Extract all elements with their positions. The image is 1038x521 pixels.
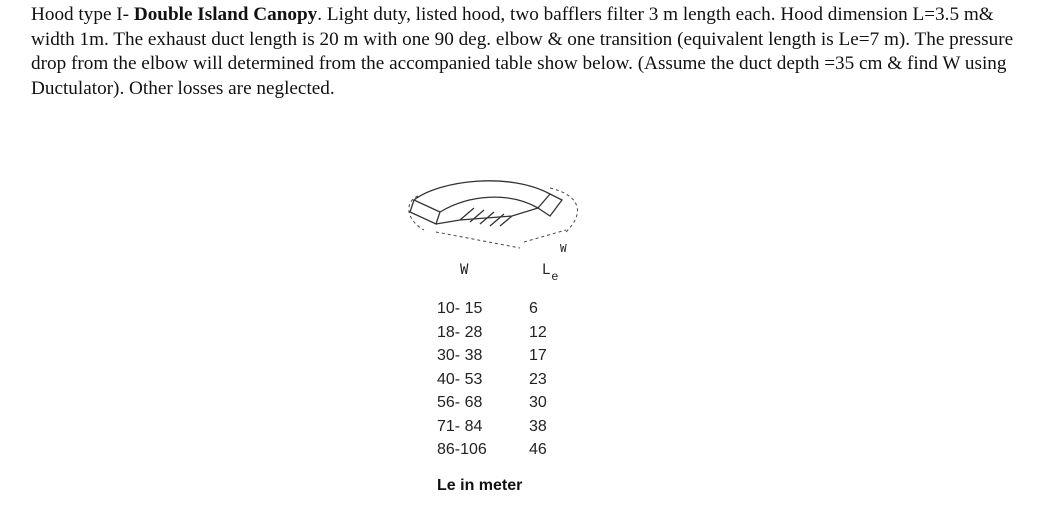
elbow-box [436, 208, 538, 224]
table-header-le [542, 262, 558, 283]
le-value: 17 [529, 347, 547, 364]
elbow-left-face [410, 200, 440, 224]
elbow-duct-figure [400, 172, 600, 262]
w-range: 56- 68 [437, 394, 483, 411]
header-le-sub: e [551, 269, 559, 283]
header-le-main: L [542, 262, 551, 278]
table-row [437, 321, 569, 345]
elbow-inner-arc [440, 197, 538, 212]
w-range: 71- 84 [437, 417, 483, 435]
table-caption: Le in meter [437, 477, 523, 494]
table-row [437, 297, 569, 321]
le-value: 12 [529, 323, 547, 341]
table-row [437, 438, 569, 462]
w-range: 30- 38 [437, 347, 483, 364]
table-row [437, 344, 569, 368]
w-range: 10- 15 [437, 300, 483, 317]
problem-body: . Light duty, listed hood, two bafflers filter 3 m length each. Hood dimension L=3.5 m& width 1m. The exhaust duct length is 20 m with one 90 deg. elbow & one transition (equivalent length is Le=7 m). The pressure drop from the elbow will determined from the accompanied table show below. (Assume the duct depth =35 cm & find W using Ductulator). Other losses are neglected. [31, 4, 1014, 99]
table-header-w: W [460, 262, 469, 278]
le-value: 30 [529, 394, 547, 411]
le-value: 6 [529, 300, 538, 317]
problem-intro: Hood type I- [31, 4, 134, 25]
table-row [437, 368, 569, 392]
w-range: 86-106 [437, 441, 487, 458]
w-range: 18- 28 [437, 323, 483, 341]
hood-type-bold: Double Island Canopy [133, 4, 318, 25]
le-value: 23 [529, 370, 547, 388]
elbow-outer-arc [414, 181, 550, 200]
table-row [437, 391, 569, 415]
dashed-bottom [436, 232, 520, 248]
le-value: 46 [529, 441, 547, 458]
table-row [437, 415, 569, 439]
figure-w-label: W [560, 242, 567, 255]
w-range: 40- 53 [437, 370, 483, 388]
elbow-right-face [538, 194, 562, 216]
dashed-dim [524, 230, 566, 242]
le-value: 38 [529, 417, 547, 435]
elbow-equivalent-length-table [437, 297, 569, 462]
problem-statement [31, 3, 1021, 101]
